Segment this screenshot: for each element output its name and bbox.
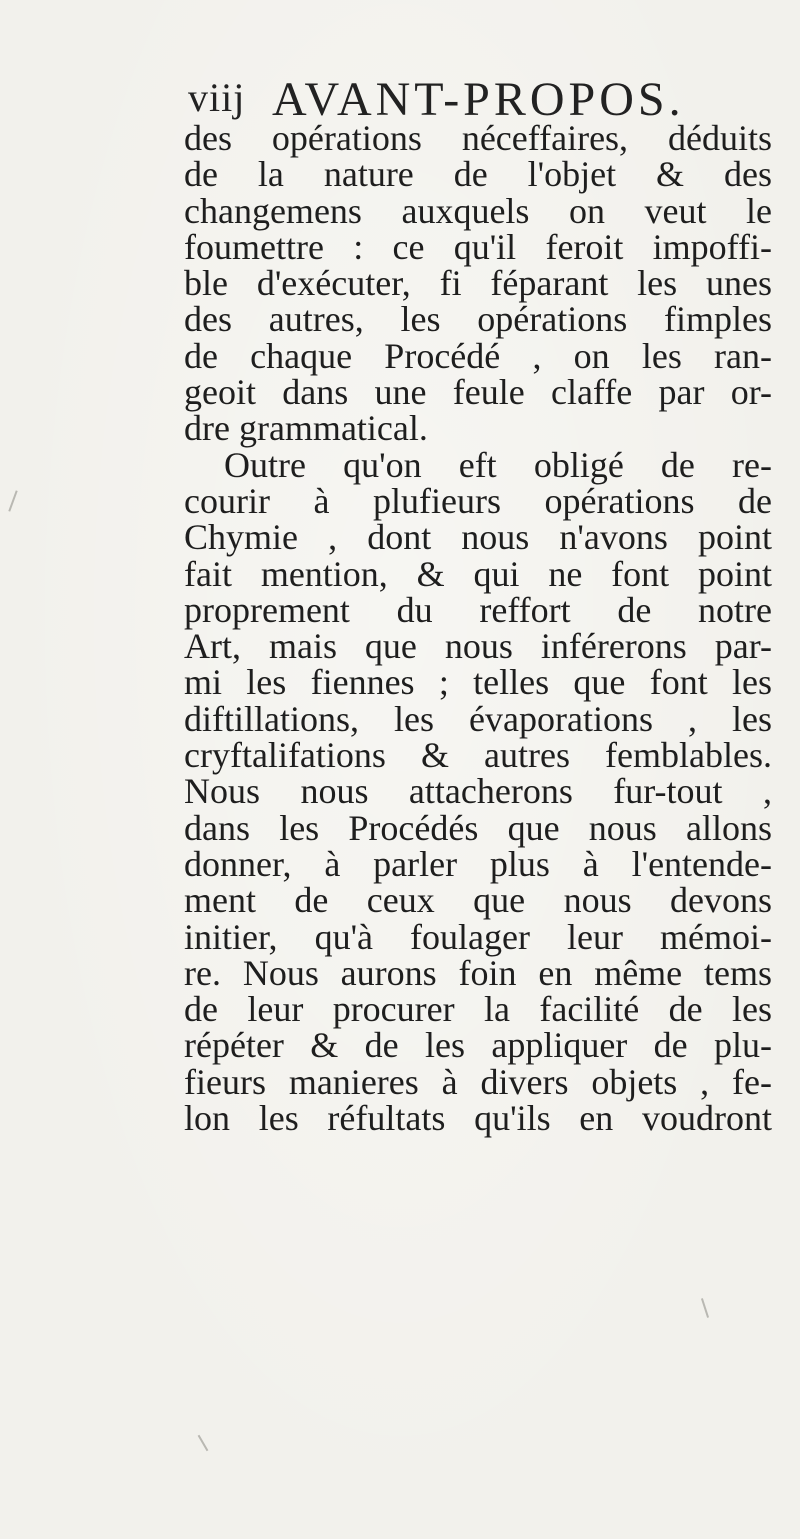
paper-speck: [198, 1435, 209, 1452]
text-line: cryftalifations & autres femblables.: [184, 735, 772, 776]
body-text: [184, 118, 772, 1139]
text-line: dre grammatical.: [184, 408, 428, 449]
paper-speck: [8, 490, 17, 511]
text-line: Outre qu'on eft obligé de re-: [224, 444, 772, 485]
page-number: viij: [188, 75, 246, 120]
text-line: des autres, les opérations fimples: [184, 299, 772, 340]
text-line: de chaque Procédé , on les ran-: [184, 335, 772, 376]
text-line: fait mention, & qui ne font point: [184, 553, 772, 594]
text-line: fieurs manieres à divers objets , fe-: [184, 1061, 772, 1102]
text-line: donner, à parler plus à l'entende-: [184, 843, 772, 884]
text-line: mi les fiennes ; telles que font les: [184, 662, 772, 703]
text-line: ble d'exécuter, fi féparant les unes: [184, 263, 772, 304]
running-title: AVANT-PROPOS.: [272, 73, 685, 126]
text-line: initier, qu'à foulager leur mémoi-: [184, 916, 772, 957]
text-line: re. Nous aurons foin en même tems: [184, 952, 772, 993]
text-line: dans les Procédés que nous allons: [184, 807, 772, 848]
text-line: lon les réfultats qu'ils en voudront: [184, 1098, 772, 1139]
text-line: des opérations néceffaires, déduits: [184, 118, 772, 158]
text-line: foumettre : ce qu'il feroit impoffi-: [184, 226, 772, 267]
text-line: geoit dans une feule claffe par or-: [184, 372, 772, 413]
text-line: Chymie , dont nous n'avons point: [184, 517, 772, 558]
text-line: diftillations, les évaporations , les: [184, 698, 772, 739]
text-line: de leur procurer la facilité de les: [184, 989, 772, 1030]
text-line: de la nature de l'objet & des: [184, 154, 772, 195]
text-line: changemens auxquels on veut le: [184, 190, 772, 231]
text-line: proprement du reffort de notre: [184, 589, 772, 630]
paper-speck: [701, 1298, 709, 1318]
text-line: ment de ceux que nous devons: [184, 880, 772, 921]
text-line: répéter & de les appliquer de plu-: [184, 1025, 772, 1066]
text-line: Nous nous attacherons fur-tout ,: [184, 771, 772, 812]
text-line: courir à plufieurs opérations de: [184, 480, 772, 521]
text-line: Art, mais que nous inférerons par-: [184, 626, 772, 667]
